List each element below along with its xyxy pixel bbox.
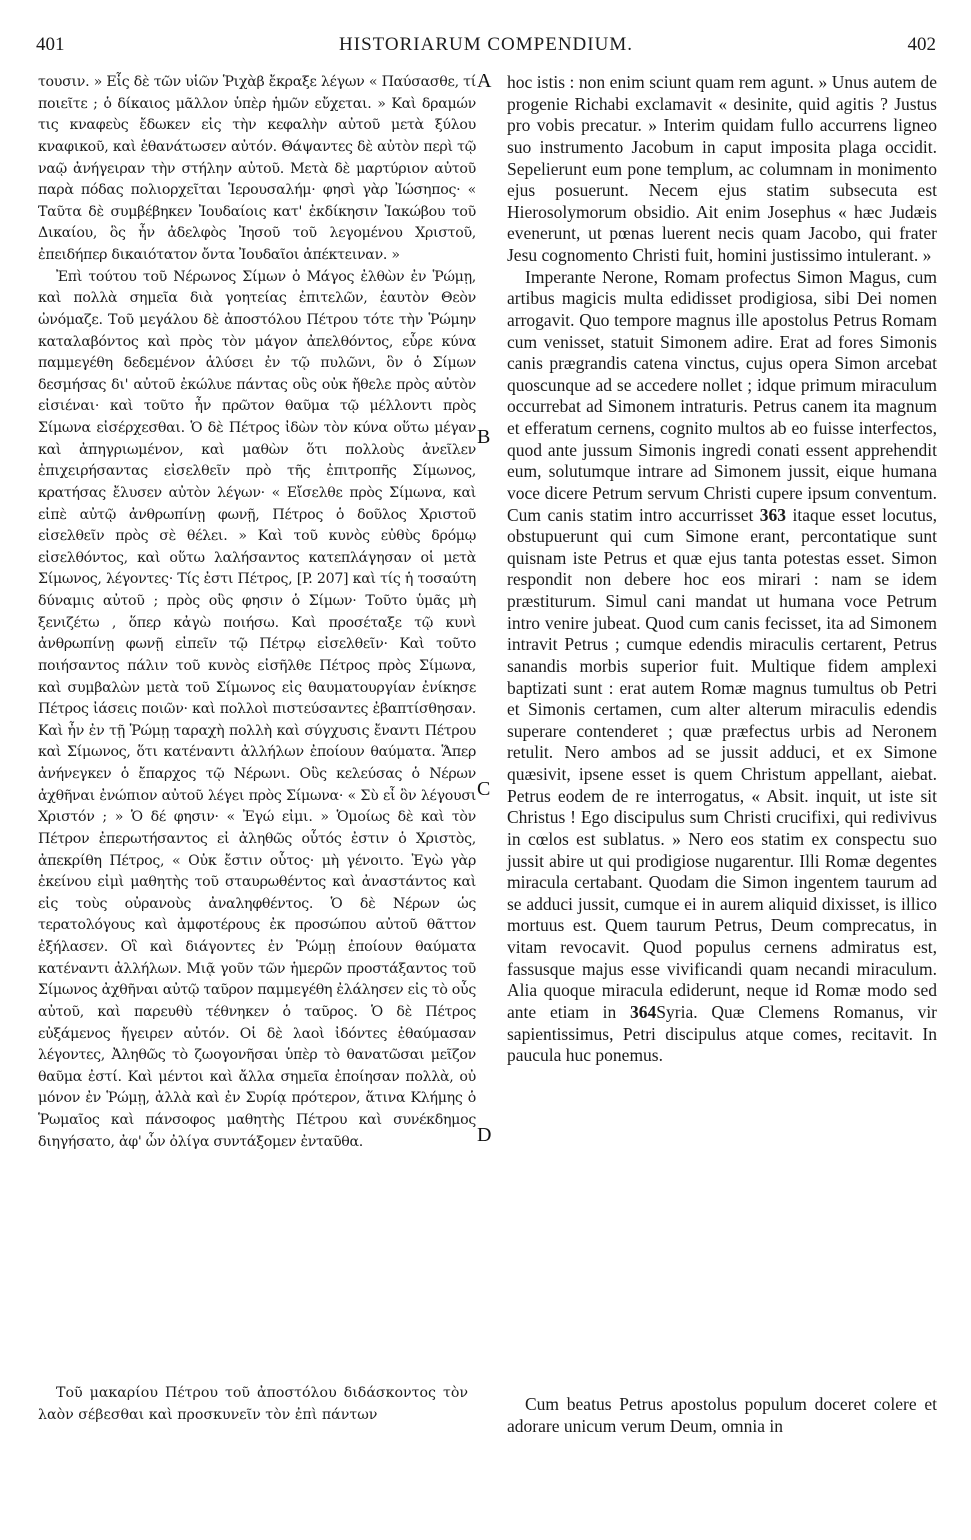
section-marker-a: A (477, 70, 492, 92)
latin-paragraph-1: hoc istis : non enim sciunt quam rem agunt. » Unus autem de progenie Richabi exclamavit « desinite, quid agitis ? Justus pro vobis precatur. » Interim quidam fullo accurrens ligneo suo instrumento Jacobum in caput imposita plaga occidit. Sepelierunt eum pone templum, ac columnam in monimento ejus posuerunt. Necem ejus statim subsecuta est Hierosolymorum obsidio. Ait enim Josephus « hæc Judæis evenerunt, ut pœnas luerent necis quam Jacobo, qui frater Jesu cognomento Christi fuit, homini justissimo intulerant. » (507, 72, 937, 265)
page-reference-364: 364 (630, 1001, 657, 1022)
greek-paragraph-2: Ἐπὶ τούτου τοῦ Νέρωνος Σίμων ὁ Μάγος ἐλθὼν ἐν Ῥώμῃ, καὶ πολλὰ σημεῖα διὰ γοητείας ἐπιτελῶν, ἑαυτὸν Θεὸν ὠνόμαζε. Τοῦ μεγάλου δὲ ἀποστόλου Πέτρου τότε τὴν Ῥώμην καταλαβόντος καὶ πρὸς τὸν μάγον ἀπελθόντος, εὗρε κύνα παμμεγέθη δεδεμένον ἁλύσει ἐν τῷ πυλῶνι, ὃν ὁ Σίμων δεσμήσας δι' αὐτοῦ ἐκώλυε πάντας οὓς οὐκ ἤθελε πρὸς αὐτὸν εἰσιέναι· καὶ τοῦτο ἦν πρῶτον θαῦμα τῷ μέλλοντι πρὸς Σίμωνα εἰσέρχεσθαι. Ὁ δὲ Πέτρος ἰδὼν τὸν κύνα οὕτω μέγαν καὶ ἀπηγριωμένον, καὶ μαθὼν ὅτι πολλοὺς ἀνεῖλεν ἐπιχειρήσαντας εἰσελθεῖν πρὸ τῆς ἐπιτροπῆς Σίμωνος, κρατήσας ἔλυσεν αὐτὸν λέγων· « Εἴσελθε πρὸς Σίμωνα, καὶ εἰπὲ αὐτῷ ἀνθρωπίνῃ φωνῇ, Πέτρος ὁ δοῦλος Χριστοῦ εἰσελθεῖν πρὸς σὲ θέλει. » Καὶ τοῦ κυνὸς εὐθὺς δρόμῳ εἰσελθόντος, καὶ οὕτω λαλήσαντος κατεπλάγησαν οἱ μετὰ Σίμωνος, λέγοντες· Τίς ἐστι Πέτρος, [P. 207] καὶ τίς ἡ τοσαύτη δύναμις αὐτοῦ ; πρὸς οὓς φησιν ὁ Σίμων· Τοῦτο ὑμᾶς μὴ ξενιζέτω , ὅπερ κἀγὼ ποιήσω. Καὶ προσέταξε τῷ κυνὶ ἀνθρωπίνῃ φωνῇ εἰπεῖν τῷ Πέτρῳ εἰσελθεῖν· Καὶ τοῦτο ποιήσαντος πάλιν τοῦ κυνὸς εἰσῆλθε Πέτρος πρὸς Σίμωνα, καὶ συμβαλὼν μετὰ τοῦ Σίμωνος εἰς θαυματουργίαν ἐνίκησε Πέτρος ἰάσεις ποιῶν· καὶ πολλοὶ πιστεύσαντες ἐβαπτίσθησαν. Καὶ ἦν ἐν τῇ Ῥώμῃ ταραχὴ πολλὴ καὶ σύγχυσις ἔναντι Πέτρου καὶ Σίμωνος, ὅτι κατέναντι ἀλλήλων ἐποίουν θαύματα. Ἅπερ ἀνήνεγκεν ὁ ἔπαρχος τῷ Νέρωνι. Οὓς κελεύσας ὁ Νέρων ἀχθῆναι ἐνώπιον αὐτοῦ λέγει πρὸς Σίμωνα· « Σὺ εἶ ὃν λέγουσι Χριστόν ; » Ὁ δέ φησιν· « Ἐγώ εἰμι. » Ὁμοίως δὲ καὶ τὸν Πέτρον ἐπερωτήσαντος εἰ ἀληθῶς οὗτός ἐστιν ὁ Χριστὸς, ἀπεκρίθη Πέτρος, « Οὐκ ἔστιν οὗτος· μὴ γένοιτο. Ἐγὼ γὰρ ἐκείνου εἰμὶ μαθητὴς τοῦ σταυρωθέντος καὶ ἀναστάντος καὶ εἰς τοὺς οὐρανοὺς ἀναληφθέντος. Ὁ δὲ Νέρων ὡς τερατολόγους καὶ ἀμφοτέρους ἐκ προσώπου αὐτοῦ θᾶττον ἐξήλασεν. Οἳ καὶ διάγοντες ἐν Ῥώμῃ ἐποίουν θαύματα κατέναντι ἀλλήλων. Μιᾷ γοῦν τῶν ἡμερῶν προστάξαντος τοῦ Σίμωνος ἀχθῆναι αὐτῷ ταῦρον παμμεγέθη ἐλάλησεν εἰς τὸ οὖς αὐτοῦ, καὶ παρευθὺ τέθνηκεν ὁ ταῦρος. Ὁ δὲ Πέτρος εὐξάμενος ἤγειρεν αὐτόν. Οἱ δὲ λαοὶ ἰδόντες ἐθαύμασαν λέγοντες, Ἀληθῶς τὸ ζωογονῆσαι ὑπὲρ τὸ θανατῶσαι μεῖζον θαῦμα ἐστί. Καὶ μέντοι καὶ ἄλλα σημεῖα ἐποίησαν πολλὰ, οὐ μόνον ἐν Ῥώμῃ, ἀλλὰ καὶ ἐν Συρίᾳ πρότερον, ἅτινα Κλήμης ὁ Ῥωμαῖος καὶ πάνσοφος μαθητὴς Πέτρου καὶ συνέκδημος διηγήσατο, ἀφ' ὧν ὀλίγα συντάξομεν ἐνταῦθα. (38, 268, 476, 1150)
page-reference-363: 363 (759, 504, 787, 525)
latin-column (507, 72, 937, 1067)
section-marker-c: C (477, 778, 491, 800)
latin-paragraph-2-part-c: Syria. Quæ Clemens Romanus, vir sapientissimus, Petri discipulus atque comes, recitavit. In paucula huc ponemus. (507, 1001, 938, 1066)
section-marker-d: D (477, 1124, 492, 1146)
latin-paragraph-3-block (507, 1394, 937, 1437)
latin-paragraph-2-part-b: itaque esset locutus, obstupuerunt qui cum Simone erant, percontatique sunt quisnam iste Petrus et quæ ejus tanta potestas esset. Simon respondit non debere hoc eos mirari : nam se idem præstiturum. Simul cani mandat ut humana voce Petrum intro venire jubeat. Quod cum canis fecisset, ita ad Simonem intravit Petrus ; cumque edendis miraculis certarent, Petrus sanandis morbis superior fuit. Multique fidem amplexi baptizati sunt : erat autem Romæ magnus tumultus ob Petri et Simonis certamen, cum alter alterum miraculis edendis superare contenderet ; quæ præfectus urbis ad Neronem retulit. Nero ambos ad se jussit adduci, et ex Simone quæsivit, ipsene esset is quem Christum appellant, aiebat. Petrus eodem de re interrogatus, « Absit. inquit, ut iste sit Christus ! Ego discipulus sum Christi crucifixi, qui redivivus in cœlos est sublatus. » Nero eos statim ex conspectu suo jussit abire ut qui prodigiose nugarentur. Illi Romæ degentes miracula certabant. Quodam die Simon ingentem taurum ad se adduci jussit, cumque ei in aurem aliquid dixisset, is illico mortuus est. Quem taurum Petrus, Deum comprecatus, in vitam revocavit. Quod populus cernens admiratus est, fassusque majus esse vivificandi quam necandi miraculum. Alia quoque miracula ediderunt, neque id Romæ modo sed ante etiam in (507, 504, 938, 1022)
greek-paragraph-3: Τοῦ μακαρίου Πέτρου τοῦ ἀποστόλου διδάσκοντος τὸν λαὸν σέβεσθαι καὶ προσκυνεῖν τὸν ἐπὶ πάντων (38, 1385, 468, 1423)
page-number-left: 401 (36, 34, 65, 55)
page-number-right: 402 (907, 34, 936, 55)
greek-paragraph-3-block (38, 1383, 468, 1426)
latin-paragraph-2-part-a: Imperante Nerone, Romam profectus Simon Magus, cum artibus magicis multa edidisset prodigiosa, sibi Dei nomen arrogavit. Quo tempore magnus ille apostolus Petrus Romam cum venisset, statuit Simonem adire. Erat ad fores Simonis canis prægrandis catena vinctus, cujus opera Simon arcebat quoscunque ad se accedere nollet ; idque primum miraculum occurrebat ad Simonem intraturis. Petrus canem ita magnum et efferatum cernens, cognito multos ab eo fuisse interfectos, quod ante jussum Simonis ingredi conati essent apprehendit eum, solutumque intrare ad Simonem jussit, eique humana voce dicere Petrum servum Christi cupere ipsum conventum. Cum canis statim intro accurrisset (507, 266, 937, 525)
running-head (36, 34, 936, 56)
latin-paragraph-3: Cum beatus Petrus apostolus populum doceret colere et adorare unicum verum Deum, omnia in (507, 1394, 937, 1436)
latin-paragraph-2 (507, 267, 937, 1067)
greek-paragraph-1: τουσιν. » Εἷς δὲ τῶν υἱῶν Ῥιχὰβ ἔκραξε λέγων « Παύσασθε, τί ποιεῖτε ; ὁ δίκαιος μᾶλλον ὑπὲρ ἡμῶν εὔχεται. » Καὶ δραμών τις κναφεὺς ἔδωκεν εἰς τὴν κεφαλὴν αὐτοῦ μετὰ ξύλου κναφικοῦ, καὶ ἐθανάτωσεν αὐτόν. Θάψαντες δὲ αὐτὸν περὶ τῷ ναῷ ἀνήγειραν τὴν στήλην αὐτοῦ. Μετὰ δὲ μαρτύριον αὐτοῦ παρὰ πόδας πολιορχεῖται Ἱερουσαλήμ· φησὶ γὰρ Ἰώσηπος· « Ταῦτα δὲ συμβέβηκεν Ἰουδαίοις κατ' ἐκδίκησιν Ἰακώβου τοῦ Δικαίου, ὃς ἦν ἀδελφὸς Ἰησοῦ τοῦ λεγομένου Χριστοῦ, ἐπειδήπερ δικαιότατον ὄντα Ἰουδαῖοι ἀπέκτειναν. » (38, 74, 476, 263)
greek-column (38, 72, 476, 1153)
section-marker-b: B (477, 426, 491, 448)
running-title: HISTORIARUM COMPENDIUM. (339, 34, 633, 55)
